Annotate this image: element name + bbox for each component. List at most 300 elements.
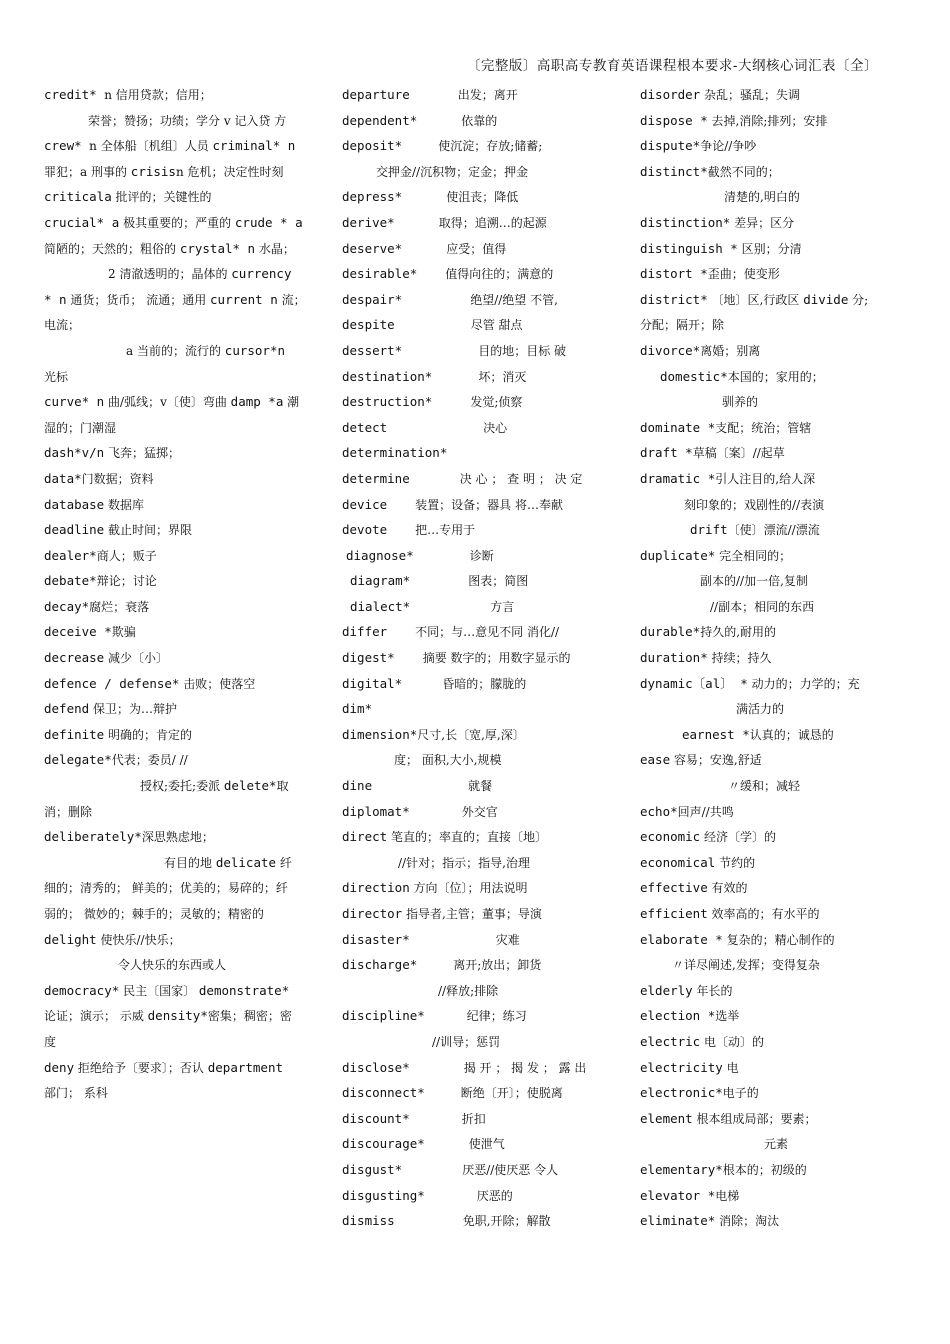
headword: echo* [640, 803, 678, 819]
definition: 取得；追溯…的起源 [438, 215, 547, 230]
definition: 使快乐//快乐； [96, 932, 181, 947]
definition: //副本；相同的东西 [710, 599, 815, 614]
definition: 纪律；练习 [466, 1009, 527, 1024]
headword: distinguish * [640, 240, 738, 256]
vocab-line [342, 875, 592, 901]
definition: 断绝〔开〕；使脱离 [460, 1086, 563, 1101]
headword: dealer* [44, 547, 97, 563]
definition: 极其重要的；严重的 [119, 215, 235, 230]
vocab-line [44, 875, 316, 901]
definition: 度； 面积,大小,规模 [394, 753, 502, 768]
headword: crystal* n [179, 240, 256, 256]
definition: 持久的,耐用的 [700, 625, 777, 640]
vocab-line [44, 1055, 316, 1081]
definition: 根本组成局部；要素； [692, 1111, 817, 1126]
vocab-line [342, 747, 592, 773]
vocab-line [342, 799, 592, 825]
definition: 灾难 [495, 932, 520, 947]
definition: 厌恶//使厌恶 令人 [462, 1162, 559, 1177]
vocab-line [342, 568, 592, 594]
definition: 〃缓和；减轻 [728, 779, 801, 794]
definition: 认真的；诚恳的 [749, 727, 834, 742]
vocab-line [640, 671, 890, 697]
headword: credit* [44, 87, 105, 102]
vocab-line [640, 875, 890, 901]
headword: departure [342, 87, 410, 102]
headword: dim* [342, 701, 373, 717]
definition: 数据库 [104, 497, 145, 512]
headword: elderly [640, 982, 693, 998]
vocab-line [342, 696, 592, 722]
headword: discount* [342, 1110, 410, 1126]
definition: 分配；隔开；除 [640, 318, 725, 333]
headword: definite [44, 726, 105, 742]
vocab-line [44, 364, 316, 390]
definition: 尽管 甜点 [470, 318, 523, 333]
vocab-line [44, 159, 316, 185]
vocab-line [44, 466, 316, 492]
headword: device [342, 496, 388, 512]
definition: 离婚；别离 [700, 343, 761, 358]
definition: 选举 [715, 1009, 740, 1024]
headword: defence / defense* [44, 675, 180, 691]
definition: 持续；持久 [707, 651, 772, 666]
headword: discourage* [342, 1136, 425, 1152]
headword: criticala [44, 189, 112, 205]
definition: 辩论；讨论 [96, 574, 157, 589]
vocab-line [342, 364, 592, 390]
definition: 容易；安逸,舒适 [670, 753, 762, 768]
definition: 决心 [483, 420, 508, 435]
definition: 驯养的 [722, 395, 759, 410]
headword: diagram* [350, 573, 411, 589]
definition: 授权;委托;委派 [140, 779, 224, 794]
vocab-line [342, 927, 592, 953]
definition: 值得向往的；满意的 [445, 267, 554, 282]
definition: 使沮丧；降低 [446, 190, 519, 205]
vocab-line [44, 978, 316, 1004]
definition: 有效的 [707, 881, 748, 896]
headword: dialect* [350, 598, 411, 614]
definition: 目的地；目标 破 [478, 343, 567, 358]
definition: 尺寸,长〔宽,厚,深〕 [417, 727, 525, 742]
vocab-line [640, 440, 890, 466]
vocab-line [640, 415, 890, 441]
headword: derive* [342, 214, 395, 230]
headword: deny [44, 1059, 75, 1075]
vocab-line [342, 133, 592, 159]
definition: 批评的；关键性的 [111, 190, 212, 205]
vocab-line [44, 133, 316, 159]
definition: 交押金//沉积物；定金；押金 [376, 164, 529, 179]
headword: diplomat* [342, 803, 410, 819]
headword: element [640, 1110, 693, 1126]
headword: dominate * [640, 419, 716, 435]
headword: dash*v/n [44, 445, 105, 461]
vocab-line [44, 747, 316, 773]
definition: //释放;排除 [438, 983, 499, 998]
vocab-line [44, 952, 316, 978]
headword: decrease [44, 650, 105, 666]
definition: 效率高的；有水平的 [707, 907, 820, 921]
definition: 摘要 数字的；用数字显示的 [422, 651, 571, 666]
definition: 动力的；力学的；充 [747, 676, 860, 691]
definition: 不同；与…意见不同 消化// [415, 625, 560, 640]
definition: 出发；离开 [457, 88, 518, 102]
headword: defend [44, 701, 90, 717]
definition: 电梯 [715, 1188, 740, 1203]
definition: 商人；贩子 [96, 548, 157, 563]
vocab-line [640, 364, 890, 390]
definition: 应受；值得 [446, 241, 507, 256]
definition: 截止时间；界限 [104, 523, 193, 538]
definition: 依靠的 [461, 113, 498, 128]
vocab-line [44, 722, 316, 748]
definition: 引人注目的,给人深 [715, 471, 816, 486]
headword: crude * a [234, 214, 303, 230]
vocab-line [44, 773, 316, 799]
vocab-line [640, 1208, 890, 1234]
headword: dynamic〔al〕 * [640, 675, 748, 691]
vocab-line [640, 159, 890, 185]
headword: crisis [130, 163, 176, 179]
vocab-line [640, 799, 890, 825]
vocab-column-1 [44, 82, 316, 1106]
definition: 飞奔；猛掷； [104, 446, 181, 461]
vocab-line [44, 261, 316, 287]
headword: currency [231, 266, 292, 282]
vocab-line [640, 184, 890, 210]
headword: elevator * [640, 1187, 716, 1203]
headword: damp *a [230, 394, 284, 410]
vocab-line [44, 210, 316, 236]
vocab-line [640, 1080, 890, 1106]
definition: a 当前的；流行的 [126, 343, 225, 358]
definition: 水晶； [255, 241, 295, 256]
vocab-line [44, 82, 316, 108]
definition: 纤 [276, 855, 292, 870]
vocab-line [44, 184, 316, 210]
headword: determination* [342, 445, 448, 461]
vocab-line [640, 133, 890, 159]
vocab-line [342, 594, 592, 620]
vocab-line [342, 287, 592, 313]
vocab-line [44, 236, 316, 262]
headword: disconnect* [342, 1085, 425, 1101]
definition: 昏暗的；朦胧的 [442, 676, 527, 691]
headword: criminal* n [212, 138, 296, 154]
definition: 刻印象的；戏剧性的//表演 [684, 497, 825, 512]
vocab-line [640, 1157, 890, 1183]
vocab-line [44, 824, 316, 850]
vocab-line [342, 82, 592, 108]
definition: 元素 [764, 1137, 789, 1152]
headword: divide [803, 291, 849, 307]
headword: current n [210, 291, 278, 307]
definition: 离开;放出；卸货 [453, 958, 542, 973]
vocab-line [640, 619, 890, 645]
vocab-line [640, 1003, 890, 1029]
definition: 论证；演示； 示威 [44, 1009, 148, 1024]
headword: determine [342, 470, 410, 486]
headword: direction [342, 880, 410, 896]
headword: durable* [640, 624, 701, 640]
definition: 杂乱；骚乱；失调 [700, 88, 801, 102]
definition: 令人快乐的东西或人 [118, 958, 227, 973]
vocab-line [342, 466, 592, 492]
definition: 笔直的；率直的；直接〔地〕 [387, 830, 547, 845]
vocab-line [640, 517, 890, 543]
vocab-line [342, 619, 592, 645]
vocab-line [342, 671, 592, 697]
headword: disaster* [342, 931, 410, 947]
definition: 完全相同的； [715, 548, 792, 563]
definition: 就餐 [468, 779, 493, 794]
definition: 有目的地 [164, 855, 216, 870]
vocab-line [44, 1029, 316, 1055]
vocab-line [342, 952, 592, 978]
definition: 罪犯；a 刑事的 [44, 164, 131, 179]
headword: dismiss [342, 1213, 395, 1229]
definition: 支配；统治；管辖 [715, 420, 812, 435]
vocab-line [44, 799, 316, 825]
vocab-line [44, 619, 316, 645]
vocab-line [342, 645, 592, 671]
vocab-line [44, 568, 316, 594]
headword: discipline* [342, 1008, 425, 1024]
vocab-line [342, 850, 592, 876]
definition: 流； [277, 292, 306, 307]
headword: electronic* [640, 1085, 723, 1101]
headword: duplicate* [640, 547, 716, 563]
vocab-line [640, 568, 890, 594]
headword: democracy* [44, 982, 120, 998]
vocab-line [640, 927, 890, 953]
headword: crucial* a [44, 214, 120, 230]
headword: dine [342, 778, 373, 794]
vocab-line [44, 492, 316, 518]
headword: dispute* [640, 138, 701, 154]
headword: diagnose* [346, 547, 414, 563]
vocab-line [640, 645, 890, 671]
vocab-line [640, 492, 890, 518]
definition: 门数据；资料 [81, 471, 154, 486]
vocab-line [342, 236, 592, 262]
vocab-line [342, 389, 592, 415]
definition: 发觉;侦察 [470, 395, 523, 410]
headword: dispose * [640, 112, 708, 128]
vocab-line [342, 773, 592, 799]
definition: 弱的； 微妙的；棘手的；灵敏的；精密的 [44, 907, 264, 921]
headword: election * [640, 1008, 716, 1024]
vocab-line [342, 108, 592, 134]
headword: domestic* [660, 368, 728, 384]
vocab-line [342, 978, 592, 1004]
headword: disorder [640, 87, 701, 102]
vocab-line [640, 543, 890, 569]
definition: //针对；指示；指导,治理 [398, 855, 530, 870]
definition: 绝望//绝望 不管, [470, 292, 558, 307]
definition: //训导；惩罚 [432, 1034, 501, 1049]
vocab-line [342, 415, 592, 441]
vocab-line [640, 287, 890, 313]
vocab-line [44, 1003, 316, 1029]
vocab-line [342, 1029, 592, 1055]
headword: deadline [44, 522, 105, 538]
definition: 明确的；肯定的 [104, 727, 193, 742]
definition: 副本的//加一倍,复制 [700, 574, 808, 589]
headword: detect [342, 419, 388, 435]
vocab-line [342, 210, 592, 236]
definition: 去掉,消除;排列；安排 [707, 113, 828, 128]
vocab-line [640, 850, 890, 876]
definition: 回声//共鸣 [677, 804, 734, 819]
definition: 指导者,主管；董事；导演 [402, 907, 542, 921]
vocab-line [342, 1208, 592, 1234]
definition: 部门； 系科 [44, 1086, 108, 1101]
headword: digest* [342, 650, 395, 666]
vocab-column-2 [342, 82, 592, 1234]
vocab-line [44, 927, 316, 953]
vocab-line [342, 1080, 592, 1106]
definition: 揭 开 ； 揭 发 ； 露 出 [463, 1060, 587, 1075]
definition: n 危机；决定性时刻 [175, 164, 284, 179]
vocab-column-3 [640, 82, 890, 1234]
definition: 清楚的,明白的 [724, 190, 800, 205]
page-title: 〔完整版〕高职高专教育英语课程根本要求-大纲核心词汇表〔全〕 [466, 58, 878, 74]
headword: devote [342, 522, 388, 538]
headword: cursor*n [224, 342, 286, 358]
vocab-line [342, 901, 592, 927]
headword: density* [147, 1008, 208, 1024]
definition: 决 心 ； 查 明 ； 决 定 [459, 471, 583, 486]
definition: 电〔动〕的 [700, 1034, 765, 1049]
vocab-line [640, 1131, 890, 1157]
definition: 通货；货币； 流通；通用 [66, 292, 211, 307]
vocab-line [640, 338, 890, 364]
vocab-line [342, 440, 592, 466]
headword: differ [342, 624, 388, 640]
definition: 保卫；为…辩护 [89, 702, 177, 717]
headword: department [207, 1059, 284, 1075]
headword: despair* [342, 291, 403, 307]
vocab-line [342, 1157, 592, 1183]
vocab-line [44, 440, 316, 466]
definition: 免职,开除；解散 [462, 1214, 551, 1229]
vocab-line [44, 543, 316, 569]
definition: 代表；委员/ // [111, 753, 188, 768]
vocab-line [640, 901, 890, 927]
vocab-line [342, 1003, 592, 1029]
vocab-line [640, 1106, 890, 1132]
vocab-line [44, 338, 316, 364]
headword: dramatic * [640, 470, 716, 486]
headword: effective [640, 880, 708, 896]
definition: 击败；使落空 [179, 676, 256, 691]
definition: 经济〔学〕的 [700, 830, 777, 845]
definition: 取 [276, 779, 289, 794]
definition: 外交官 [461, 804, 498, 819]
definition: 节约的 [715, 855, 756, 870]
headword: * n [44, 291, 67, 307]
definition: 根本的；初级的 [722, 1162, 807, 1177]
definition: 折扣 [461, 1111, 486, 1126]
headword: delete* [223, 778, 277, 794]
vocab-line [640, 82, 890, 108]
headword: elaborate * [640, 931, 723, 947]
headword: depress* [342, 189, 403, 205]
definition: 使沉淀；存放;储蓄; [438, 139, 543, 154]
headword: efficient [640, 906, 708, 921]
definition: 〔使〕漂流//漂流 [727, 523, 820, 538]
vocab-line [640, 747, 890, 773]
headword: destruction* [342, 394, 433, 410]
headword: economic [640, 829, 701, 845]
headword: drift [690, 522, 728, 538]
headword: disgusting* [342, 1187, 425, 1203]
headword: delight [44, 931, 97, 947]
headword: crew* [44, 138, 90, 154]
vocab-line [640, 1055, 890, 1081]
vocab-line [640, 312, 890, 338]
vocab-line [640, 1029, 890, 1055]
vocab-line [44, 415, 316, 441]
headword: elementary* [640, 1161, 723, 1177]
vocab-line [44, 671, 316, 697]
vocab-line [342, 517, 592, 543]
headword: deceive * [44, 624, 112, 640]
headword: deliberately* [44, 829, 142, 845]
definition: 消除；淘汰 [715, 1214, 780, 1229]
vocab-line [342, 1055, 592, 1081]
definition: 曲/弧线；v〔使〕弯曲 [104, 395, 231, 410]
vocab-line [640, 978, 890, 1004]
headword: distinct* [640, 163, 708, 179]
vocab-line [342, 492, 592, 518]
definition: 湿的；门潮湿 [44, 420, 117, 435]
definition: 民主〔国家〕 [119, 983, 199, 998]
headword: eliminate* [640, 1213, 716, 1229]
vocab-line [640, 261, 890, 287]
vocab-line [640, 466, 890, 492]
definition: 欺骗 [111, 625, 136, 640]
definition: 截然不同的； [707, 164, 780, 179]
definition: 差异；区分 [730, 215, 795, 230]
headword: electricity [640, 1059, 723, 1075]
vocab-line [44, 901, 316, 927]
definition: 复杂的；精心制作的 [722, 932, 835, 947]
headword: dimension* [342, 726, 418, 742]
definition: 电 [722, 1060, 739, 1075]
vocab-line [342, 261, 592, 287]
definition: 深思熟虑地； [141, 830, 214, 845]
vocab-line [44, 696, 316, 722]
vocab-line [640, 236, 890, 262]
headword: debate* [44, 573, 97, 589]
definition: 分; [848, 292, 869, 307]
headword: disclose* [342, 1059, 410, 1075]
vocab-line [44, 1080, 316, 1106]
headword: ease [640, 752, 671, 768]
vocab-line [640, 722, 890, 748]
vocab-line [44, 645, 316, 671]
vocab-line [44, 287, 316, 313]
vocab-line [342, 1131, 592, 1157]
vocab-line [44, 108, 316, 134]
definition: 潮 [283, 395, 300, 410]
definition: 密集；稠密；密 [207, 1009, 292, 1024]
headword: divorce* [640, 342, 701, 358]
